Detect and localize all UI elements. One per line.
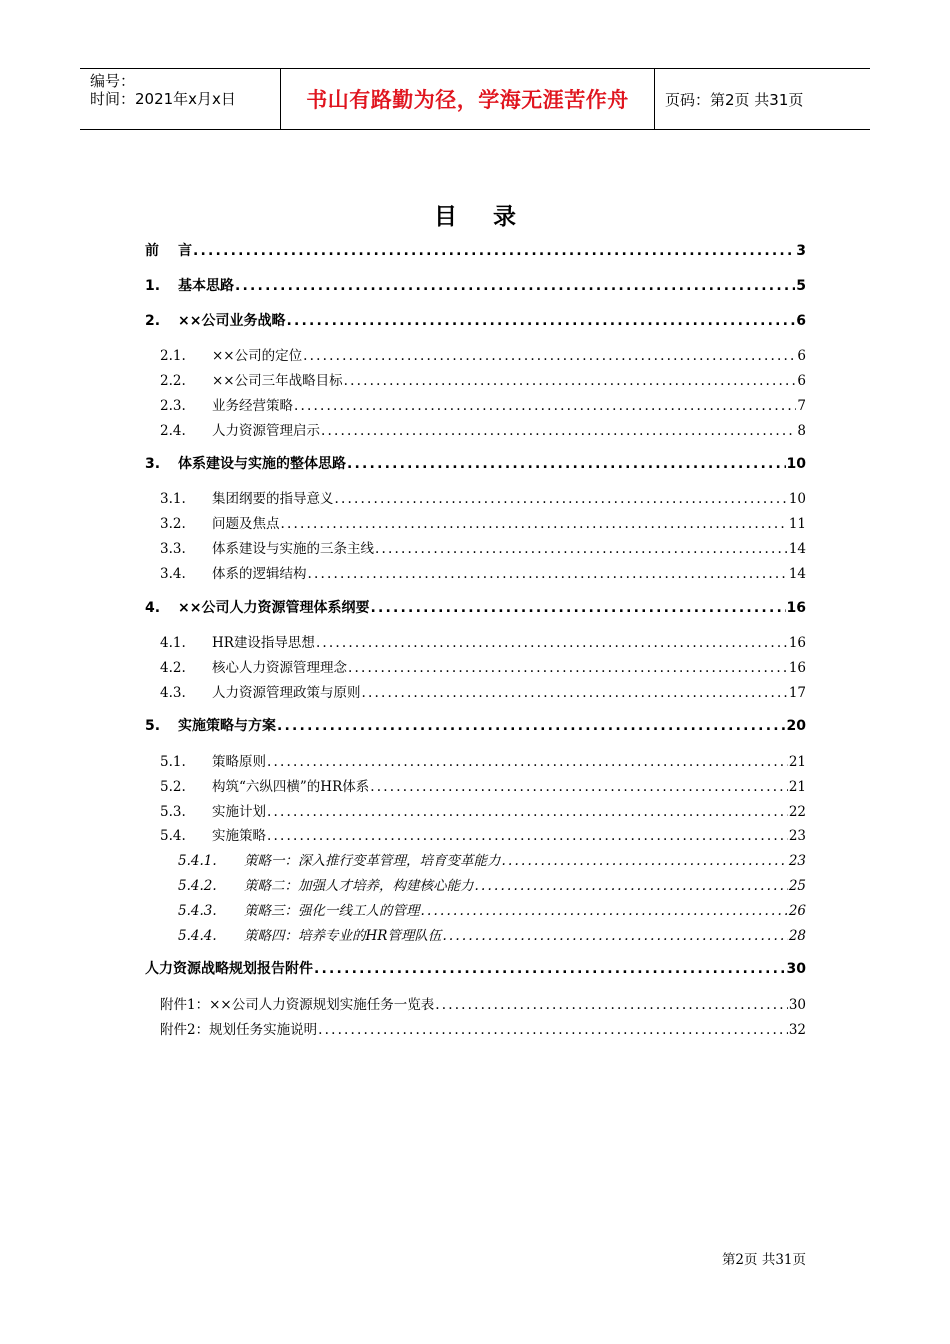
toc-entry-number: 5.4.4. [178, 928, 217, 944]
toc-entry-number: 4.1. [160, 635, 186, 651]
toc-entry-title: HR建设指导思想 [212, 635, 315, 651]
toc-entry-title: 策略四：培养专业的HR管理队伍 [244, 928, 442, 944]
toc-entry-title: 策略二：加强人才培养，构建核心能力 [244, 878, 474, 894]
header-page-info: 页码：第2页 共31页 [665, 90, 804, 109]
toc-entry-number: 4. [145, 600, 161, 616]
number-label: 编号： [90, 72, 136, 90]
toc-entry-page: 21 [788, 779, 806, 795]
toc-entry-page: 20 [786, 718, 806, 734]
toc-entry-number: 2.1. [160, 348, 186, 364]
toc-entry-number: 3.2. [160, 516, 186, 532]
toc-entry[interactable] [145, 958, 806, 978]
toc-entry[interactable] [160, 419, 806, 439]
toc-entry-number: 2.2. [160, 373, 186, 389]
toc-leader-dots [281, 516, 788, 532]
toc-entry-number: 5.2. [160, 779, 186, 795]
toc-entry-title: 集团纲要的指导意义 [212, 491, 334, 507]
toc-entry-page: 7 [797, 398, 806, 414]
toc-entry-number: 5.4.2. [178, 878, 217, 894]
toc-entry-page: 21 [788, 754, 806, 770]
header-motto-cell [281, 69, 655, 129]
toc-entry-number: 5. [145, 718, 161, 734]
toc-entry-page: 3 [796, 243, 806, 259]
toc-entry-page: 5 [796, 278, 806, 294]
toc-leader-dots [370, 600, 785, 616]
toc-entry-page: 6 [797, 373, 806, 389]
toc-entry-title: 体系建设与实施的整体思路 [178, 456, 346, 472]
toc-entry-title: 言 [178, 243, 192, 259]
toc-leader-dots [321, 423, 796, 439]
toc-entry-title: 实施策略与方案 [178, 718, 276, 734]
toc-leader-dots [294, 398, 796, 414]
toc-entry-page: 6 [797, 348, 806, 364]
toc-leader-dots [316, 635, 788, 651]
toc-leader-dots [286, 313, 795, 329]
footer-page-info: 第2页 共31页 [721, 1252, 806, 1268]
toc-entry-number: 前 [145, 243, 159, 259]
toc-entry-page: 16 [786, 600, 806, 616]
toc-entry-number: 5.4. [160, 828, 186, 844]
toc-leader-dots [370, 779, 788, 795]
toc-title: 目 录 [433, 203, 530, 230]
toc-entry-page: 17 [788, 685, 806, 701]
toc-leader-dots [335, 491, 788, 507]
toc-leader-dots [362, 685, 788, 701]
toc-entry-page: 16 [788, 635, 806, 651]
toc-entry-title: 实施计划 [212, 804, 266, 820]
toc-entry[interactable] [145, 597, 806, 617]
toc-entry-number: 5.4.3. [178, 903, 217, 919]
toc-entry-title: 业务经营策略 [212, 398, 293, 414]
toc-entry-number: 5.1. [160, 754, 186, 770]
toc-entry-title: 问题及焦点 [212, 516, 280, 532]
toc-entry-page: 25 [788, 878, 806, 894]
toc-entry-title: 附件1：××公司人力资源规划实施任务一览表 [160, 997, 435, 1013]
toc-leader-dots [347, 456, 786, 472]
toc-entry[interactable] [160, 487, 806, 507]
toc-entry[interactable] [145, 310, 806, 330]
toc-entry[interactable] [178, 874, 806, 894]
toc-entry[interactable] [145, 715, 806, 735]
toc-entry-number: 3.4. [160, 566, 186, 582]
toc-entry-title: ××公司人力资源管理体系纲要 [178, 600, 370, 616]
toc-entry-number: 2.4. [160, 423, 186, 439]
toc-entry[interactable] [160, 1018, 806, 1038]
toc-leader-dots [435, 997, 788, 1013]
toc-entry[interactable] [160, 681, 806, 701]
toc-entry-title: ××公司的定位 [212, 348, 303, 364]
toc-entry-title: 人力资源管理启示 [212, 423, 320, 439]
header-meta-cell [80, 69, 281, 129]
toc-entry-page: 8 [797, 423, 806, 439]
toc-leader-dots [348, 660, 788, 676]
toc-entry[interactable] [145, 453, 806, 473]
toc-leader-dots [303, 348, 796, 364]
toc-entry-page: 30 [788, 997, 806, 1013]
toc-leader-dots [314, 961, 786, 977]
toc-entry-title: ××公司业务战略 [178, 313, 286, 329]
toc-entry-number: 2.3. [160, 398, 186, 414]
toc-leader-dots [442, 928, 787, 944]
toc-leader-dots [502, 853, 788, 869]
toc-entry[interactable] [145, 275, 806, 295]
toc-entry-page: 26 [788, 903, 806, 919]
toc-leader-dots [344, 373, 797, 389]
toc-entry-page: 14 [788, 541, 806, 557]
toc-entry-number: 1. [145, 278, 161, 294]
toc-entry[interactable] [178, 924, 806, 944]
toc-entry-page: 10 [788, 491, 806, 507]
toc-entry[interactable] [160, 800, 806, 820]
toc-entry[interactable] [160, 562, 806, 582]
toc-entry-page: 10 [786, 456, 806, 472]
toc-entry-title: 人力资源战略规划报告附件 [145, 961, 313, 977]
toc-leader-dots [277, 718, 786, 734]
toc-entry-page: 11 [788, 516, 806, 532]
motto-text: 书山有路勤为径，学海无涯苦作舟 [306, 88, 629, 112]
toc-entry-page: 6 [796, 313, 806, 329]
toc-entry-page: 30 [786, 961, 806, 977]
toc-entry-page: 28 [788, 928, 806, 944]
toc-leader-dots [475, 878, 788, 894]
toc-entry[interactable] [160, 344, 806, 364]
toc-entry-number: 3. [145, 456, 161, 472]
toc-leader-dots [421, 903, 788, 919]
toc-entry[interactable] [160, 750, 806, 770]
toc-leader-dots [318, 1022, 788, 1038]
header-page-cell [655, 69, 870, 129]
toc-entry-page: 22 [788, 804, 806, 820]
toc-entry[interactable] [160, 656, 806, 676]
toc-entry[interactable] [178, 899, 806, 919]
toc-entry-number: 3.3. [160, 541, 186, 557]
toc-entry-title: 策略一：深入推行变革管理，培育变革能力 [244, 853, 501, 869]
toc-entry-title: 构筑“六纵四横”的HR体系 [212, 779, 370, 795]
time-label: 时间：2021年x月x日 [90, 90, 236, 108]
toc-entry-number: 4.2. [160, 660, 186, 676]
document-header [80, 68, 870, 130]
toc-leader-dots [267, 754, 788, 770]
toc-entry-page: 23 [788, 853, 806, 869]
toc-entry-title: 策略三：强化一线工人的管理 [244, 903, 420, 919]
toc-entry[interactable] [160, 775, 806, 795]
toc-entry[interactable] [160, 537, 806, 557]
toc-entry-page: 23 [788, 828, 806, 844]
toc-entry[interactable] [160, 369, 806, 389]
toc-leader-dots [235, 278, 795, 294]
toc-leader-dots [193, 243, 795, 259]
toc-entry-number: 3.1. [160, 491, 186, 507]
toc-entry-title: 核心人力资源管理理念 [212, 660, 347, 676]
toc-entry[interactable] [160, 824, 806, 844]
toc-entry[interactable] [160, 512, 806, 532]
toc-leader-dots [375, 541, 788, 557]
toc-entry-number: 2. [145, 313, 161, 329]
toc-entry[interactable] [178, 849, 806, 869]
toc-leader-dots [308, 566, 788, 582]
toc-entry-number: 4.3. [160, 685, 186, 701]
toc-entry-number: 5.3. [160, 804, 186, 820]
toc-entry-page: 32 [788, 1022, 806, 1038]
toc-entry-page: 16 [788, 660, 806, 676]
toc-entry-title: 人力资源管理政策与原则 [212, 685, 361, 701]
toc-entry-title: ××公司三年战略目标 [212, 373, 343, 389]
toc-entry-title: 体系建设与实施的三条主线 [212, 541, 374, 557]
toc-entry-title: 策略原则 [212, 754, 266, 770]
toc-leader-dots [267, 804, 788, 820]
toc-entry-title: 附件2：规划任务实施说明 [160, 1022, 318, 1038]
toc-entry-title: 实施策略 [212, 828, 266, 844]
toc-entry[interactable] [160, 993, 806, 1013]
toc-entry-title: 基本思路 [178, 278, 234, 294]
toc-entry[interactable] [160, 394, 806, 414]
toc-entry[interactable] [145, 240, 806, 260]
toc-entry-number: 5.4.1. [178, 853, 217, 869]
toc-leader-dots [267, 828, 788, 844]
toc-entry[interactable] [160, 631, 806, 651]
toc-entry-page: 14 [788, 566, 806, 582]
toc-entry-title: 体系的逻辑结构 [212, 566, 307, 582]
